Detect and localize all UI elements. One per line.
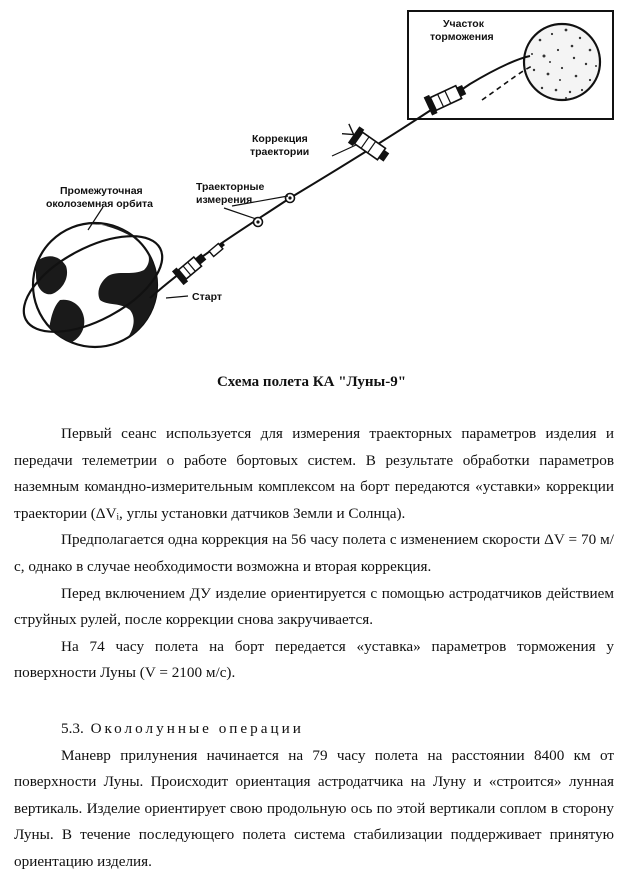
paragraph: Перед включением ДУ изделие ориентируется с помощью астродатчиков действием струйных рулей, после коррекции снова закручивается.	[14, 584, 614, 629]
spacecraft-icon	[340, 121, 392, 166]
leader-line	[224, 208, 256, 219]
label-correction-line2: траектории	[250, 146, 310, 158]
spacecraft-icon	[424, 80, 469, 115]
figure-caption: Схема полета КА "Луны-9"	[216, 374, 407, 390]
paragraph: Первый сеанс используется для измерения траекторных параметров изделия и передачи телеметрии о работе бортовых систем. В результате обработки параметров наземным командно-измерительным комплексом на борт передаются «уставки» коррекции траектории (ΔVᵢ, углы установки датчиков Земли и Солнца).	[14, 425, 614, 522]
section-block	[14, 716, 614, 876]
section-heading	[14, 716, 614, 743]
paragraph: Предполагается одна коррекция на 56 часу полета с изменением скорости ΔV = 70 м/с, однако в случае необходимости возможна и вторая коррекция.	[14, 531, 614, 575]
section-number: 5.3.	[61, 720, 84, 737]
label-start: Старт	[192, 291, 222, 303]
label-braking-line1: Участок	[443, 18, 484, 30]
label-orbit-line1: Промежуточная	[60, 185, 143, 197]
leader-line	[166, 296, 188, 298]
label-braking-line2: торможения	[430, 31, 494, 43]
leader-line	[332, 145, 356, 156]
moon	[524, 24, 600, 100]
spacecraft-icon	[209, 241, 226, 257]
paragraph: На 74 часу полета на борт передается «уставка» параметров торможения у поверхности Луны (V = 2100 м/с).	[14, 637, 614, 682]
label-measurements-line1: Траекторные	[196, 181, 265, 193]
body-text-block	[14, 421, 614, 687]
measurement-point	[286, 194, 295, 203]
label-orbit-line2: околоземная орбита	[46, 198, 154, 210]
flight-scheme-diagram	[0, 0, 623, 355]
paragraph: Маневр прилунения начинается на 79 часу полета на расстоянии 8400 км от поверхности Луны. Происходит ориентация астродатчика на Луну и «строится» лунная вертикаль. Изделие ориентирует свою продольную ось по этой вертикали соплом в сторону Луны. В течение последующего полета система стабилизации поддерживает принятую ориентацию изделия.	[14, 746, 614, 870]
section-title: Окололунные операции	[90, 720, 304, 737]
label-correction-line1: Коррекция	[252, 133, 308, 145]
flight-trajectory	[150, 56, 530, 298]
label-measurements-line2: измерения	[196, 194, 253, 206]
